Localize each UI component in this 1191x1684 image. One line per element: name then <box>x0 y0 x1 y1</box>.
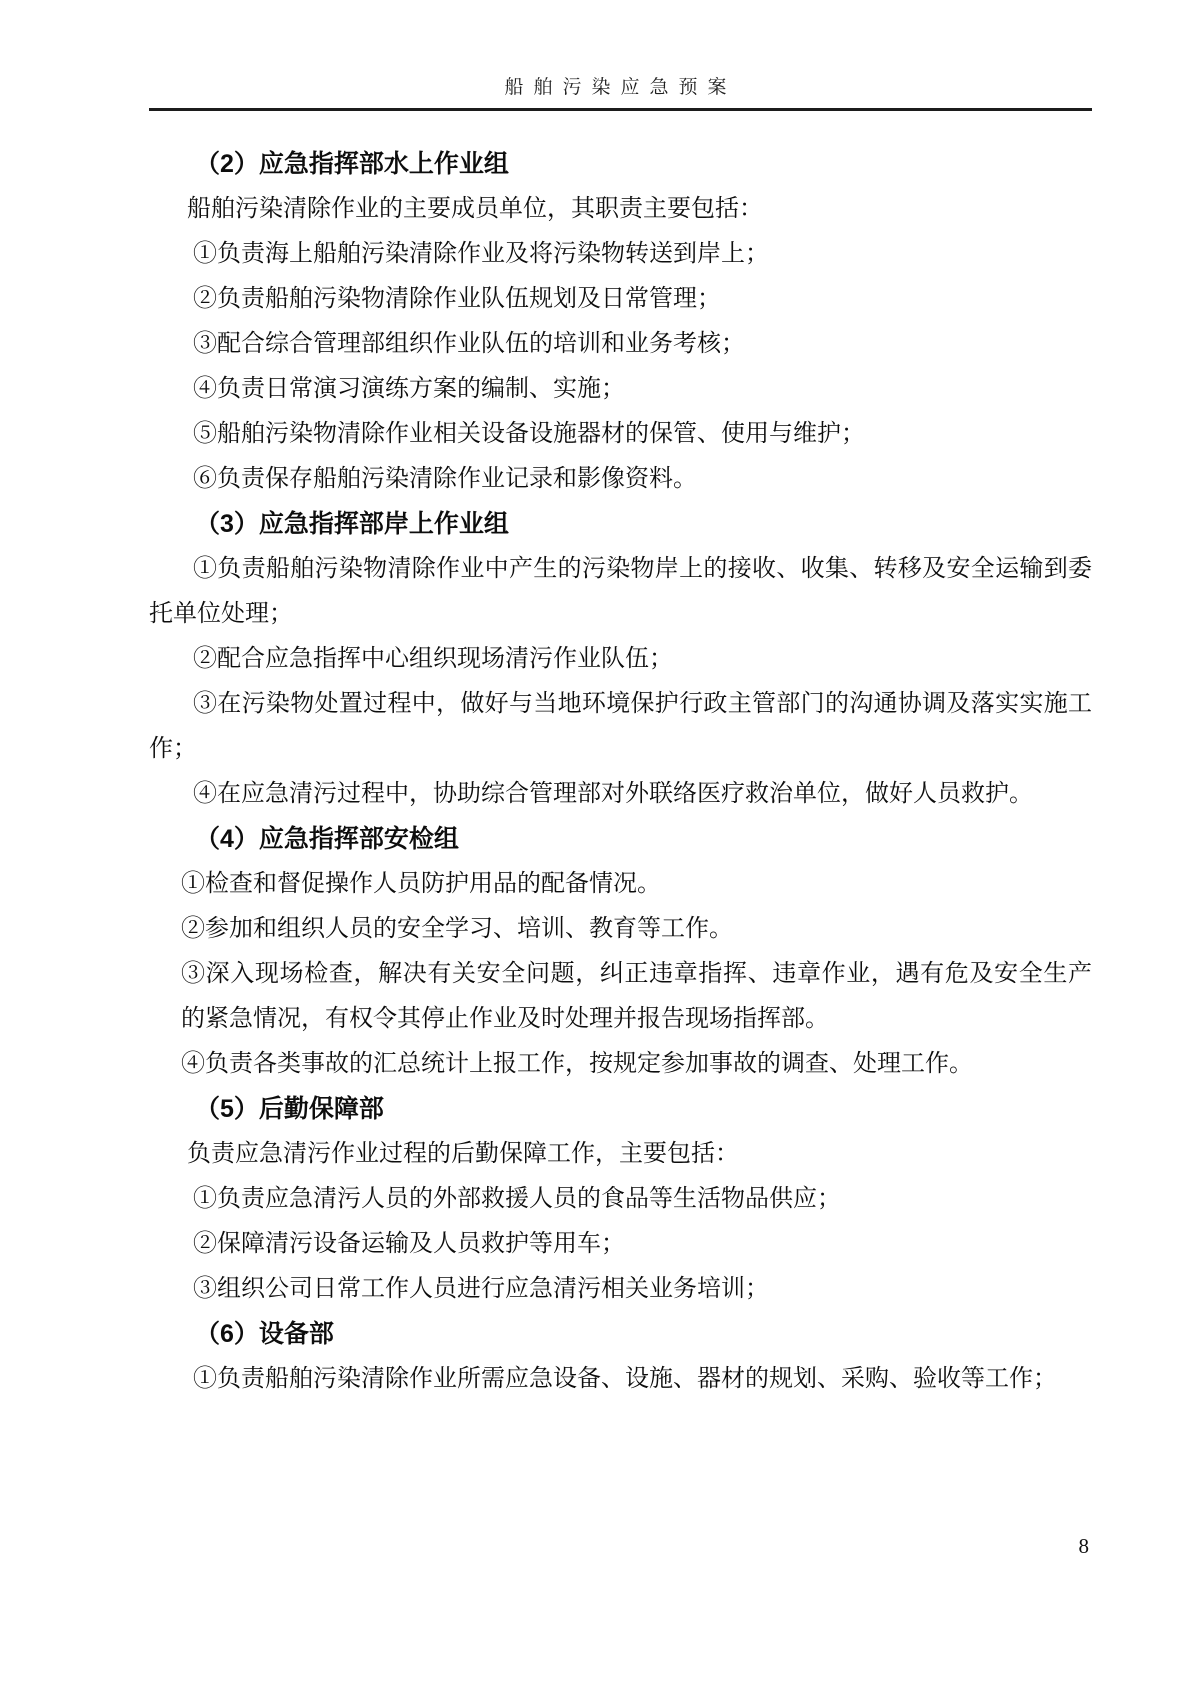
section-heading: （6）设备部 <box>195 1320 334 1348</box>
list-item: ①负责船舶污染物清除作业中产生的污染物岸上的接收、收集、转移及安全运输到委托单位处理； <box>149 556 1092 627</box>
document-body <box>149 142 1092 1402</box>
list-item: ⑥负责保存船舶污染清除作业记录和影像资料。 <box>193 466 697 492</box>
list-item: ③在污染物处置过程中，做好与当地环境保护行政主管部门的沟通协调及落实实施工作； <box>149 691 1092 762</box>
list-item: ①负责海上船舶污染清除作业及将污染物转送到岸上； <box>193 241 769 267</box>
page-number: 8 <box>1078 1534 1089 1558</box>
list-item: ③配合综合管理部组织作业队伍的培训和业务考核； <box>193 331 745 357</box>
list-item: ②负责船舶污染物清除作业队伍规划及日常管理； <box>193 286 721 312</box>
list-item: ③深入现场检查，解决有关安全问题，纠正违章指挥、违章作业，遇有危及安全生产的紧急情况，有权令其停止作业及时处理并报告现场指挥部。 <box>181 961 1092 1032</box>
section-heading: （5）后勤保障部 <box>195 1095 384 1123</box>
section-heading: （3）应急指挥部岸上作业组 <box>195 510 509 538</box>
section-heading: （4）应急指挥部安检组 <box>195 825 459 853</box>
list-item: ①负责船舶污染清除作业所需应急设备、设施、器材的规划、采购、验收等工作； <box>193 1366 1057 1392</box>
paragraph: 船舶污染清除作业的主要成员单位，其职责主要包括： <box>187 196 763 222</box>
list-item: ④负责日常演习演练方案的编制、实施； <box>193 376 625 402</box>
header-title: 船舶污染应急预案 <box>504 77 737 98</box>
page-footer <box>149 1534 1089 1559</box>
list-item: ②配合应急指挥中心组织现场清污作业队伍； <box>193 646 673 672</box>
section-heading: （2）应急指挥部水上作业组 <box>195 150 509 178</box>
list-item: ⑤船舶污染物清除作业相关设备设施器材的保管、使用与维护； <box>193 421 865 447</box>
list-item: ②保障清污设备运输及人员救护等用车； <box>193 1231 625 1257</box>
list-item: ④负责各类事故的汇总统计上报工作，按规定参加事故的调查、处理工作。 <box>181 1051 973 1077</box>
list-item: ④在应急清污过程中，协助综合管理部对外联络医疗救治单位，做好人员救护。 <box>193 781 1033 807</box>
page-header <box>149 0 1092 111</box>
list-item: ③组织公司日常工作人员进行应急清污相关业务培训； <box>193 1276 769 1302</box>
list-item: ②参加和组织人员的安全学习、培训、教育等工作。 <box>181 916 733 942</box>
list-item: ①检查和督促操作人员防护用品的配备情况。 <box>181 871 661 897</box>
list-item: ①负责应急清污人员的外部救援人员的食品等生活物品供应； <box>193 1186 841 1212</box>
paragraph: 负责应急清污作业过程的后勤保障工作，主要包括： <box>187 1141 739 1167</box>
